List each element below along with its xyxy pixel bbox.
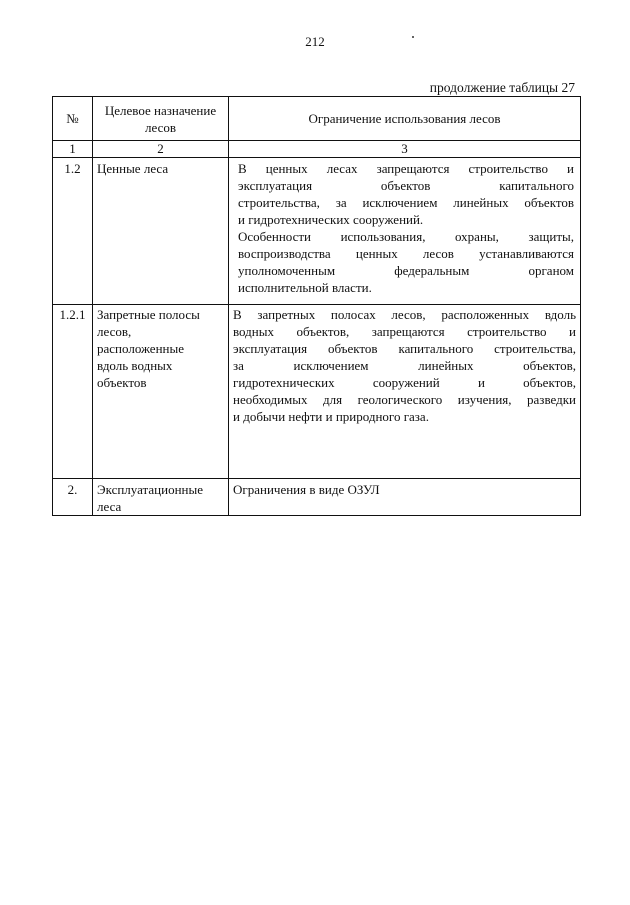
row-number: 2. (53, 479, 93, 516)
restriction-line: и добычи нефти и природного газа. (233, 409, 429, 424)
restriction-line: воспроизводства ценных лесов устанавливаются (238, 246, 574, 261)
restriction-line: необходимых для геологического изучения, разведки (233, 392, 576, 407)
restriction-line: В ценных лесах запрещаются строительство и (238, 161, 574, 176)
scan-dot (412, 36, 414, 38)
restriction-line: и гидротехнических сооружений. (238, 212, 424, 227)
column-number-row (53, 141, 581, 158)
purpose-line: Запретные полосы (97, 307, 200, 322)
restriction-line: гидротехнических сооружений и объектов, (233, 375, 576, 390)
header-purpose-line: лесов (145, 119, 176, 135)
restriction-line: водных объектов, запрещаются строительство и (233, 324, 576, 339)
table-header-row (53, 97, 581, 141)
restriction-line: исполнительной власти. (238, 280, 372, 295)
table-row (53, 305, 581, 479)
restriction-line: уполномоченным федеральным органом (238, 263, 574, 278)
table-caption: продолжение таблицы 27 (429, 80, 575, 95)
column-number: 3 (229, 141, 581, 158)
row-number: 1.2 (53, 158, 93, 305)
purpose-line: вдоль водных (97, 358, 173, 373)
restriction-line: В запретных полосах лесов, расположенных вдоль (233, 307, 576, 322)
page-number: 212 (305, 34, 325, 49)
restrictions-table (52, 96, 581, 516)
column-number: 1 (53, 141, 93, 158)
purpose-line: объектов (97, 375, 147, 390)
row-purpose: Ценные леса (93, 158, 229, 305)
header-purpose-line: Целевое назначение (104, 102, 217, 118)
table-row (53, 479, 581, 516)
header-num: № (53, 97, 93, 141)
column-number: 2 (93, 141, 229, 158)
header-purpose (93, 97, 229, 141)
purpose-line: леса (97, 499, 122, 514)
purpose-line: расположенные (97, 341, 184, 356)
restriction-line: эксплуатация объектов капитального строительства, (233, 341, 576, 356)
row-number: 1.2.1 (53, 305, 93, 479)
row-restriction (229, 305, 581, 479)
row-purpose (93, 479, 229, 516)
restriction-line: эксплуатация объектов капитального (238, 178, 574, 193)
row-restriction: Ограничения в виде ОЗУЛ (229, 479, 581, 516)
header-restriction: Ограничение использования лесов (229, 97, 581, 141)
table-row (53, 158, 581, 305)
row-purpose (93, 305, 229, 479)
restriction-line: за исключением линейных объектов, (233, 358, 576, 373)
purpose-line: Эксплуатационные (97, 482, 203, 497)
restriction-line: Особенности использования, охраны, защиты, (238, 229, 574, 244)
row-restriction (229, 158, 581, 305)
restriction-line: строительства, за исключением линейных объектов (238, 195, 574, 210)
purpose-line: лесов, (97, 324, 132, 339)
